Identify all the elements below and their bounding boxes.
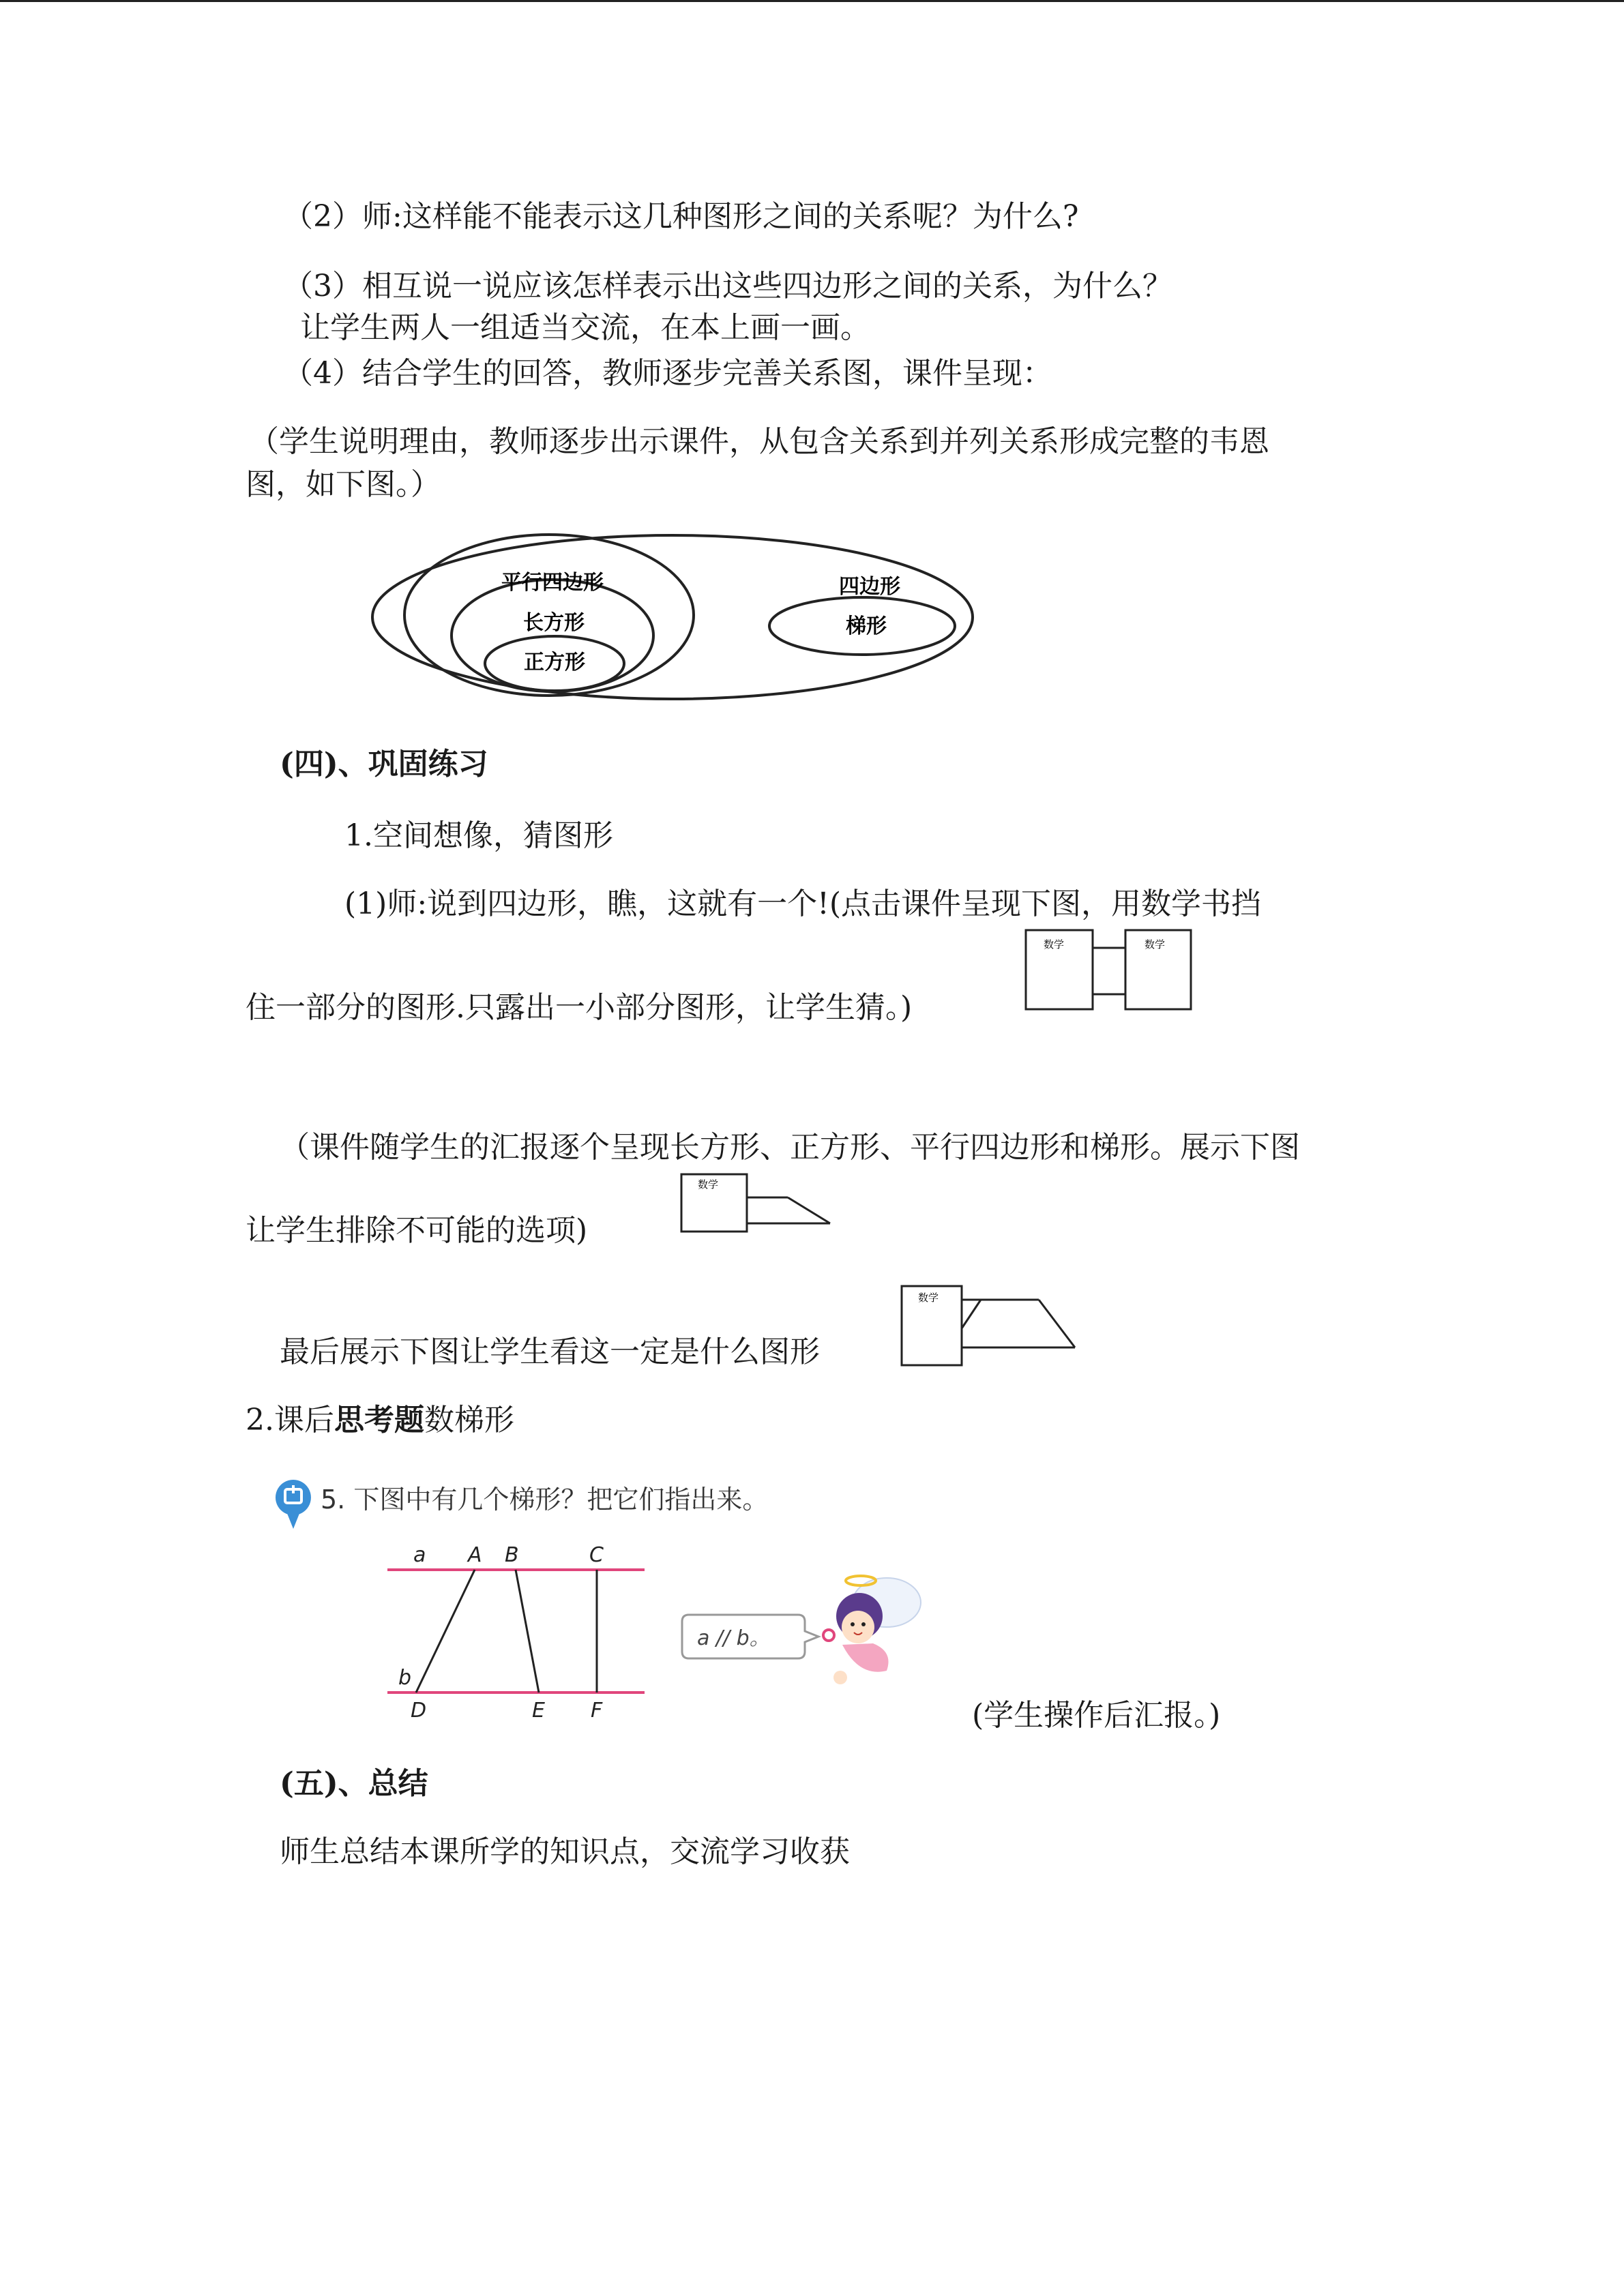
exercise-item-2-suffix: 数梯形 xyxy=(424,1403,514,1437)
label-B: B xyxy=(505,1543,519,1567)
label-C: C xyxy=(589,1543,604,1567)
section-4-heading: (四)、巩固练习 xyxy=(280,747,488,781)
paragraph-3-instruction: 让学生两人一组适当交流，在本上画一画。 xyxy=(300,310,870,345)
square-label: 正方形 xyxy=(524,651,585,674)
angel-girl-illustration xyxy=(823,1576,921,1684)
hint-text: a // b。 xyxy=(697,1626,770,1650)
exercise-item-2 xyxy=(246,1401,514,1440)
paragraph-b-line2: 让学生排除不可能的选项) xyxy=(246,1213,588,1248)
paragraph-c: 最后展示下图让学生看这一定是什么图形 xyxy=(280,1335,820,1369)
paragraph-4: （4）结合学生的回答，教师逐步完善关系图，课件呈现： xyxy=(283,356,1052,391)
student-report-note: (学生操作后汇报。) xyxy=(972,1698,1221,1733)
exercise-question: 5. 下图中有几个梯形？把它们指出来。 xyxy=(321,1485,769,1515)
book-label: 数学 xyxy=(698,1178,719,1191)
summary-text: 师生总结本课所学的知识点，交流学习收获 xyxy=(280,1834,850,1869)
trapezoid-exercise-figure xyxy=(273,1473,955,1732)
label-b: b xyxy=(398,1666,412,1690)
paragraph-5-line2: 图，如下图。） xyxy=(246,467,441,502)
page-top-border xyxy=(0,0,1624,2)
shape-edge-slant-left xyxy=(962,1300,981,1328)
label-E: E xyxy=(532,1699,545,1723)
quadrilateral-venn-diagram xyxy=(361,525,1030,706)
book-label: 数学 xyxy=(918,1292,939,1304)
segment-AD xyxy=(416,1570,475,1693)
paragraph-3: （3）相互说一说应该怎样表示出这些四边形之间的关系，为什么？ xyxy=(283,269,1172,303)
quadrilateral-label: 四边形 xyxy=(839,575,900,599)
exercise-item-2-bold: 思考题 xyxy=(334,1403,424,1437)
question-pin-icon xyxy=(276,1480,311,1529)
shape-edge-slant xyxy=(788,1197,830,1223)
segment-BE xyxy=(516,1570,539,1693)
label-a: a xyxy=(413,1543,426,1567)
book-label-right: 数学 xyxy=(1145,938,1166,951)
exercise-item-1: 1.空间想像，猜图形 xyxy=(344,818,613,853)
exercise-item-2-prefix: 2.课后 xyxy=(246,1403,334,1437)
section-5-heading: (五)、总结 xyxy=(280,1766,428,1801)
trapezoid-label: 梯形 xyxy=(846,614,887,638)
covered-shape-figure-1 xyxy=(1023,927,1194,1013)
covered-shape-figure-2 xyxy=(679,1172,836,1236)
parallelogram-label: 平行四边形 xyxy=(501,571,604,595)
hint-speech-bubble xyxy=(682,1615,818,1658)
label-D: D xyxy=(411,1699,427,1723)
exercise-item-1-1-line2: 住一部分的图形.只露出一小部分图形，让学生猜。) xyxy=(246,990,913,1025)
shape-edge-slant-right xyxy=(1039,1300,1075,1347)
rectangle-label: 长方形 xyxy=(523,611,585,635)
paragraph-b-line1: （课件随学生的汇报逐个呈现长方形、正方形、平行四边形和梯形。展示下图 xyxy=(280,1130,1300,1165)
exercise-item-1-1-line1: (1)师:说到四边形，瞧，这就有一个!(点击课件呈现下图，用数学书挡 xyxy=(344,886,1261,921)
covered-shape-figure-3 xyxy=(899,1283,1083,1369)
label-A: A xyxy=(468,1543,482,1567)
paragraph-5-line1: （学生说明理由，教师逐步出示课件，从包含关系到并列关系形成完整的韦恩 xyxy=(249,424,1269,459)
paragraph-2: （2）师:这样能不能表示这几种图形之间的关系呢？为什么? xyxy=(283,199,1079,234)
label-F: F xyxy=(591,1699,603,1723)
book-label-left: 数学 xyxy=(1044,938,1065,951)
